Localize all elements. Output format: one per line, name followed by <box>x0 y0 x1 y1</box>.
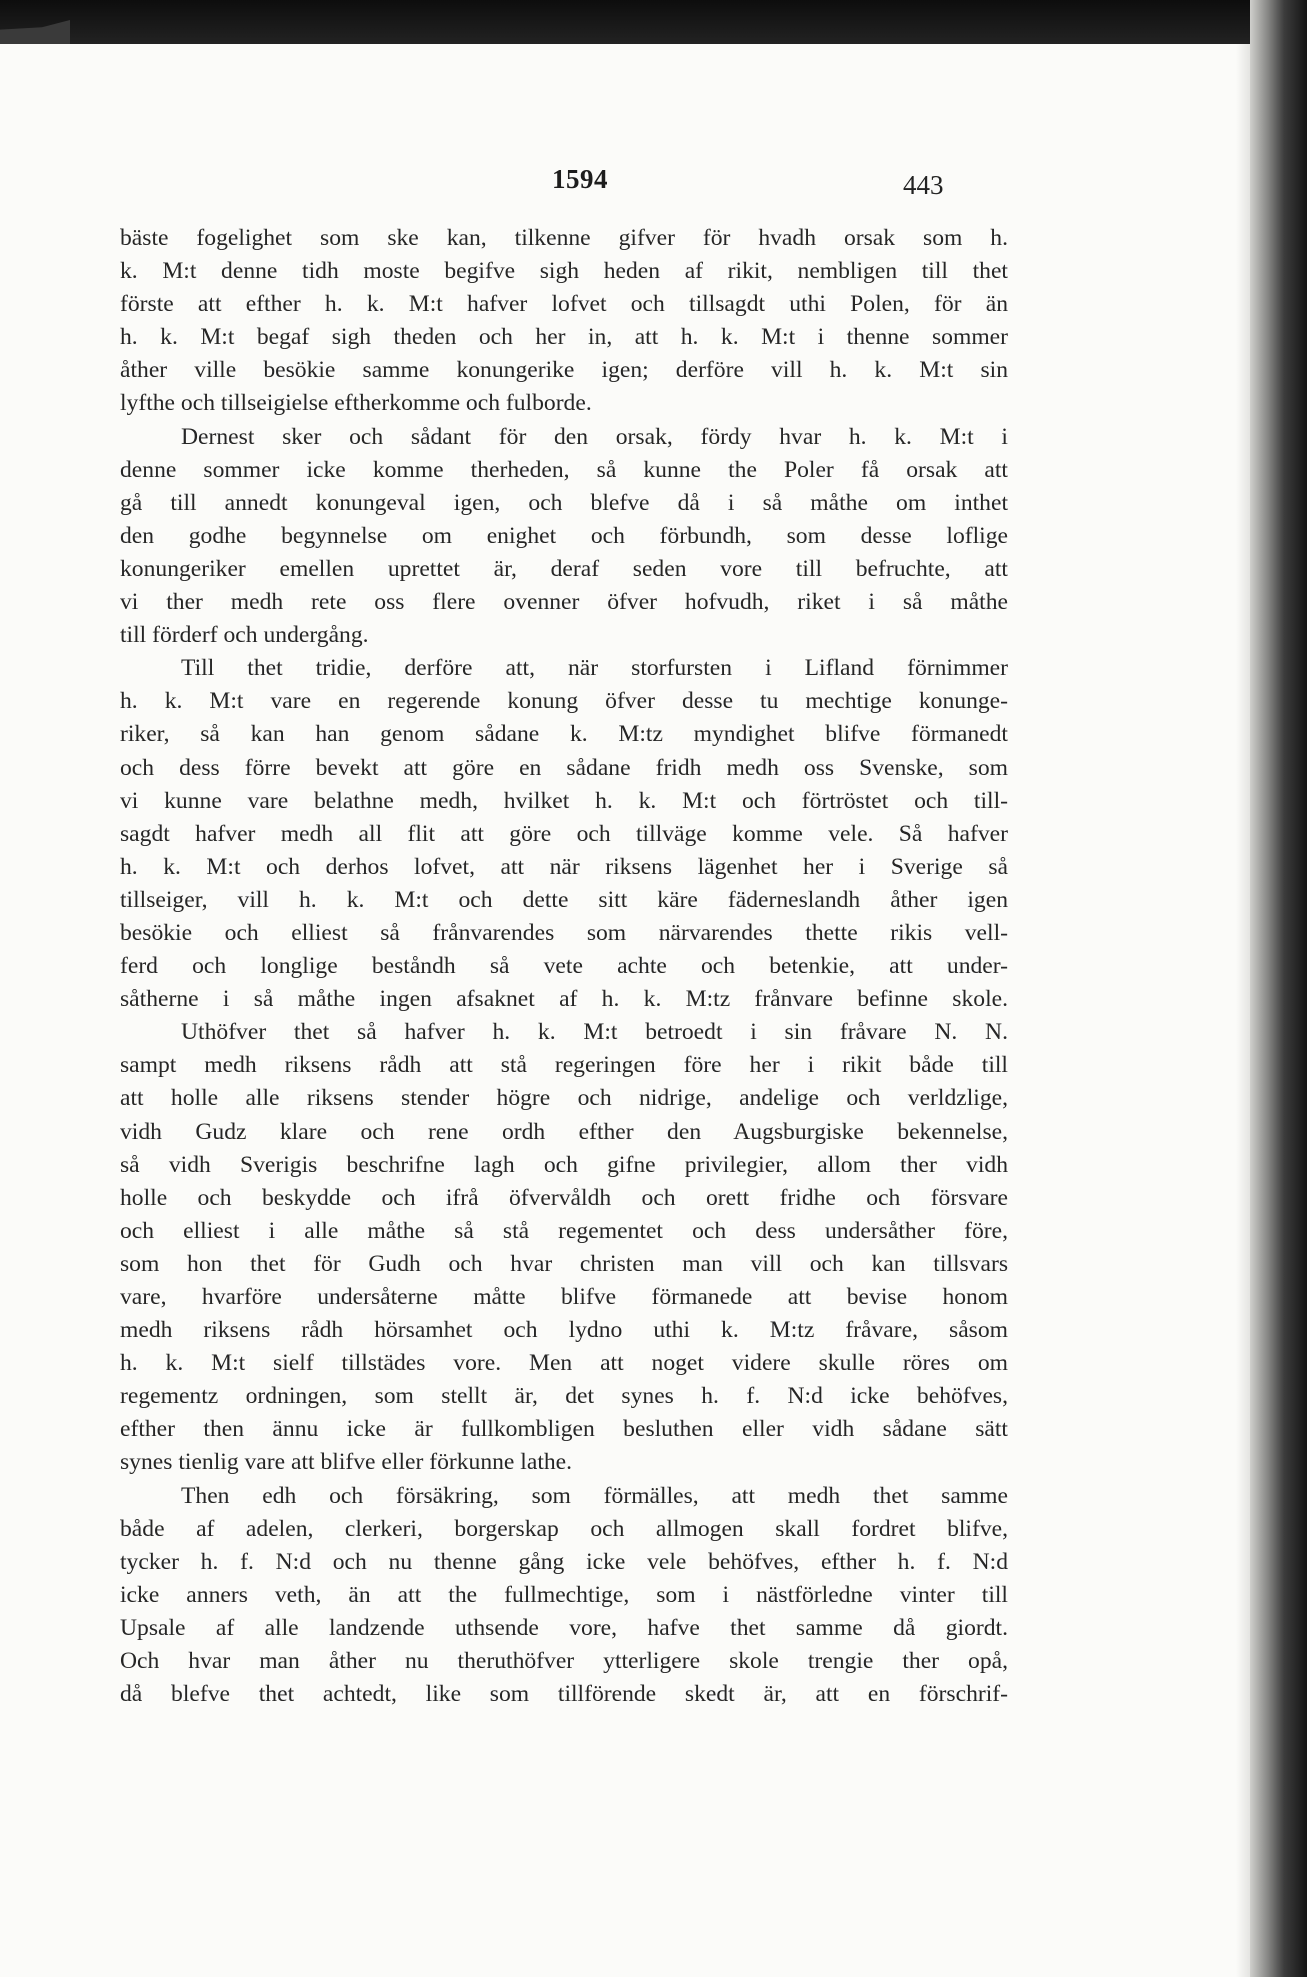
text-line: tillseiger, vill h. k. M:t och dette sitt käre fäderneslandh åther igen <box>120 886 1008 913</box>
text-line: gå till annedt konungeval igen, och blefve då i så måthe om inthet <box>120 489 1008 516</box>
text-line: regementz ordningen, som stellt är, det synes h. f. N:d icke behöfves, <box>120 1383 1008 1410</box>
text-line: denne sommer icke komme therheden, så kunne the Poler få orsak att <box>120 456 1008 483</box>
text-line: medh riksens rådh hörsamhet och lydno uthi k. M:tz fråvare, såsom <box>120 1317 1008 1344</box>
text-line: vi ther medh rete oss flere ovenner öfver hofvudh, riket i så måthe <box>120 589 1008 616</box>
text-line: sampt medh riksens rådh att stå regeringen före her i rikit både till <box>120 1052 1008 1079</box>
text-line: och elliest i alle måthe så stå regementet och dess undersåther före, <box>120 1217 1008 1244</box>
text-line: och dess förre bevekt att göre en sådane fridh medh oss Svenske, som <box>120 754 1008 781</box>
scan-top-border <box>0 0 1307 44</box>
text-line: bäste fogelighet som ske kan, tilkenne gifver för hvadh orsak som h. <box>120 225 1008 251</box>
page-number: 443 <box>903 170 944 200</box>
text-line: den godhe begynnelse om enighet och förbundh, som desse loflige <box>120 522 1008 549</box>
text-line: icke anners veth, än att the fullmechtige, som i nästförledne vinter till <box>120 1581 1008 1608</box>
text-line: synes tienlig vare att blifve eller förkunne lathe. <box>120 1449 573 1476</box>
text-line: lyfthe och tillseigielse eftherkomme och fulborde. <box>120 390 592 417</box>
text-line: så vidh Sverigis beschrifne lagh och gifne privilegier, allom ther vidh <box>120 1151 1008 1178</box>
text-line: förste att efther h. k. M:t hafver lofvet och tillsagdt uthi Polen, för än <box>120 291 1008 318</box>
text-line: h. k. M:t begaf sigh theden och her in, att h. k. M:t i thenne sommer <box>120 324 1008 351</box>
text-line: som hon thet för Gudh och hvar christen man vill och kan tillsvars <box>120 1250 1008 1277</box>
text-line: vare, hvarföre undersåterne måtte blifve förmanede att bevise honom <box>120 1284 1008 1310</box>
text-line: konungeriker emellen uprettet är, deraf seden vore till befruchte, att <box>120 555 1008 582</box>
text-line: efther then ännu icke är fullkombligen besluthen eller vidh sådane sätt <box>120 1416 1008 1443</box>
running-header-year: 1594 <box>552 164 608 194</box>
text-line: att holle alle riksens stender högre och nidrige, andelige och verldzlige, <box>120 1085 1008 1112</box>
scan-right-border <box>1250 0 1307 1977</box>
text-line: h. k. M:t och derhos lofvet, att när riksens lägenhet her i Sverige så <box>120 853 1008 880</box>
text-line: Dernest sker och sådant för den orsak, fördy hvar h. k. M:t i <box>181 423 1008 450</box>
text-line: ferd och longlige beståndh så vete achte och betenkie, att under- <box>120 953 1008 980</box>
text-line: både af adelen, clerkeri, borgerskap och allmogen skall fordret blifve, <box>120 1515 1008 1542</box>
text-line: holle och beskydde och ifrå öfvervåldh och orett fridhe och försvare <box>120 1184 1008 1211</box>
text-line: sagdt hafver medh all flit att göre och tillväge komme vele. Så hafver <box>120 820 1008 847</box>
text-line: såtherne i så måthe ingen afsaknet af h. k. M:tz frånvare befinne skole. <box>120 986 1008 1013</box>
text-line: då blefve thet achtedt, like som tillförende skedt är, att en förschrif- <box>120 1681 1008 1708</box>
text-line: tycker h. f. N:d och nu thenne gång icke vele behöfves, efther h. f. N:d <box>120 1548 1008 1575</box>
text-line: h. k. M:t sielf tillstädes vore. Men att noget videre skulle röres om <box>120 1350 1008 1377</box>
body-text <box>120 222 1008 1711</box>
text-line: Till thet tridie, derföre att, när storfursten i Lifland förnimmer <box>181 655 1008 682</box>
text-line: till förderf och undergång. <box>120 622 369 649</box>
text-line: besökie och elliest så frånvarendes som närvarendes thette rikis vell- <box>120 919 1008 946</box>
text-line: Uthöfver thet så hafver h. k. M:t betroedt i sin fråvare N. N. <box>181 1019 1008 1046</box>
text-line: Upsale af alle landzende uthsende vore, hafve thet samme då giordt. <box>120 1614 1008 1641</box>
text-line: k. M:t denne tidh moste begifve sigh heden af rikit, nembligen till thet <box>120 258 1008 285</box>
text-line: vidh Gudz klare och rene ordh efther den Augsburgiske bekennelse, <box>120 1118 1008 1145</box>
text-line: Then edh och försäkring, som förmälles, att medh thet samme <box>181 1482 1008 1509</box>
page-edge-shade <box>1236 44 1250 1977</box>
text-line: åther ville besökie samme konungerike igen; derföre vill h. k. M:t sin <box>120 357 1008 384</box>
text-line: vi kunne vare belathne medh, hvilket h. k. M:t och förtröstet och till- <box>120 787 1008 814</box>
text-line: riker, så kan han genom sådane k. M:tz myndighet blifve förmanedt <box>120 721 1008 748</box>
text-line: h. k. M:t vare en regerende konung öfver desse tu mechtige konunge- <box>120 688 1008 715</box>
text-line: Och hvar man åther nu theruthöfver ytterligere skole trengie ther opå, <box>120 1648 1008 1675</box>
